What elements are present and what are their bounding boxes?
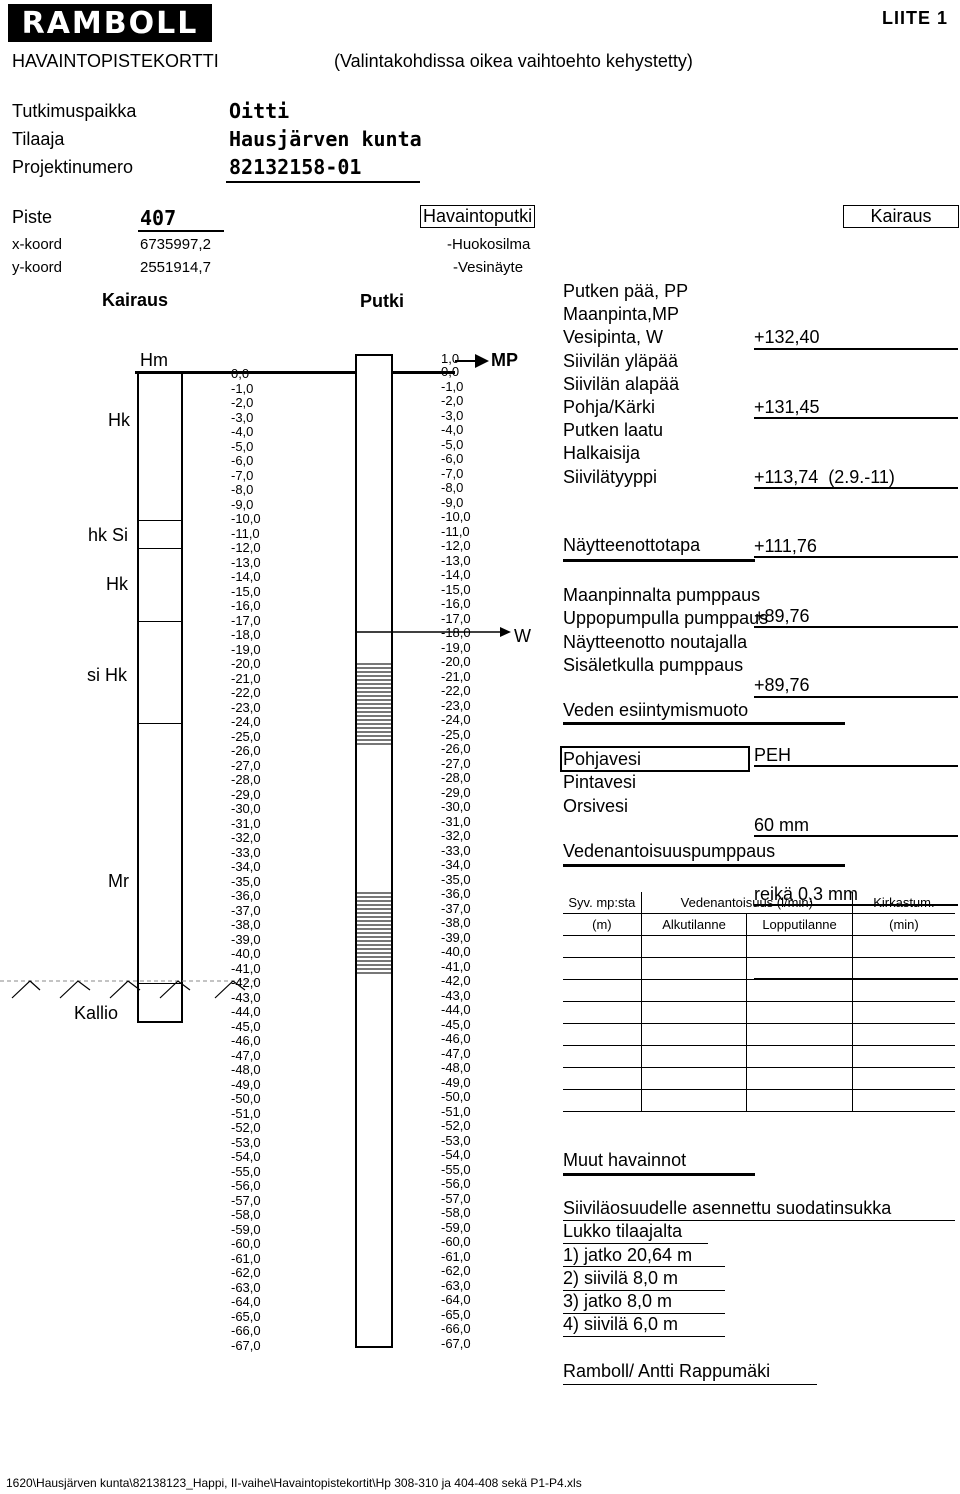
water-option: Pintavesi <box>563 772 637 793</box>
depth-tick-label: -34,0 <box>231 859 261 874</box>
depth-tick-label: -18,0 <box>441 625 471 640</box>
depth-tick-label: -63,0 <box>441 1277 471 1293</box>
depth-tick-label: -59,0 <box>441 1219 471 1235</box>
layer-boundary <box>137 621 183 622</box>
property-label: Putken laatu <box>563 420 664 441</box>
property-value: +89,76 <box>754 674 958 697</box>
depth-tick-label: -41,0 <box>231 960 261 976</box>
depth-tick-label: -52,0 <box>441 1118 471 1133</box>
layer-boundary <box>137 548 183 549</box>
note-line: 2) siivilä 8,0 m <box>563 1267 679 1288</box>
note-line: Lukko tilaajalta <box>563 1221 683 1242</box>
table-header-cell: Alkutilanne <box>641 914 747 936</box>
depth-tick-label: -45,0 <box>231 1018 261 1034</box>
depth-tick-label: -17,0 <box>441 610 471 626</box>
right-depth-scale <box>441 365 471 1351</box>
depth-tick-label: -19,0 <box>441 639 471 655</box>
table-cell <box>852 936 955 958</box>
ramboll-logo: RAMBOLL <box>8 4 212 42</box>
table-cell <box>747 936 853 958</box>
table-header-cell: (min) <box>852 914 955 936</box>
depth-tick-label: -31,0 <box>231 815 261 831</box>
depth-tick-label: -39,0 <box>441 929 471 945</box>
depth-tick-label: -66,0 <box>231 1323 261 1338</box>
depth-tick-label: -23,0 <box>441 697 471 713</box>
depth-tick-label: -1,0 <box>231 380 254 396</box>
depth-tick-label: -66,0 <box>441 1321 471 1336</box>
client-label: Tilaaja <box>12 129 65 149</box>
depth-tick-label: -1,0 <box>441 378 464 394</box>
table-cell <box>852 1068 955 1090</box>
depth-tick-label: -51,0 <box>441 1103 471 1119</box>
table-cell <box>747 1002 853 1024</box>
table-row <box>563 1002 955 1024</box>
site-label: Tutkimuspaikka <box>12 101 137 121</box>
point-label: Piste <box>12 207 53 227</box>
depth-tick-label: -25,0 <box>441 726 471 742</box>
table-cell <box>747 1090 853 1112</box>
client-value: Hausjärven kunta <box>229 127 422 151</box>
depth-tick-label: -3,0 <box>231 409 254 425</box>
depth-tick-label: -51,0 <box>231 1105 261 1121</box>
depth-tick-label: -4,0 <box>231 424 254 439</box>
yield-test-title: Vedenantoisuuspumppaus <box>563 841 776 861</box>
property-label: Pohja/Kärki <box>563 397 656 418</box>
project-number-label: Projektinumero <box>12 157 134 177</box>
project-number-value: 82132158-01 <box>229 155 362 179</box>
depth-tick-label: -23,0 <box>231 699 261 715</box>
option-water-sample: -Vesinäyte <box>453 259 524 276</box>
depth-tick-label: -20,0 <box>441 654 471 669</box>
notes-title: Muut havainnot <box>563 1150 687 1170</box>
depth-tick-label: -37,0 <box>441 900 471 916</box>
water-option: Orsivesi <box>563 795 629 816</box>
point-id-underline <box>138 230 224 232</box>
x-coord-value: 6735997,2 <box>140 236 211 253</box>
table-cell <box>641 1002 747 1024</box>
table-row <box>563 1046 955 1068</box>
depth-tick-label: -56,0 <box>231 1178 261 1193</box>
depth-tick-label: -4,0 <box>441 422 464 437</box>
depth-tick-label: -18,0 <box>231 627 261 642</box>
y-coord-value: 2551914,7 <box>140 259 211 276</box>
depth-tick-label: -28,0 <box>231 772 261 787</box>
depth-tick-label: -8,0 <box>231 482 254 497</box>
table-cell <box>641 1024 747 1046</box>
depth-tick-label: -64,0 <box>441 1292 471 1307</box>
depth-tick-label: -21,0 <box>441 668 471 684</box>
depth-tick-label: -15,0 <box>441 581 471 597</box>
note-rule <box>563 1313 725 1314</box>
table-cell <box>747 980 853 1002</box>
table-cell <box>641 1046 747 1068</box>
depth-tick-label: -16,0 <box>231 598 261 613</box>
property-value: 60 mm <box>754 814 958 837</box>
depth-tick-label: -46,0 <box>441 1031 471 1046</box>
table-cell <box>563 1046 641 1068</box>
depth-tick-label: -50,0 <box>231 1091 261 1106</box>
table-cell <box>747 958 853 980</box>
depth-tick-label: -30,0 <box>441 799 471 814</box>
depth-tick-label: -34,0 <box>441 857 471 872</box>
w-label: W <box>514 626 531 646</box>
soil-label: Hm <box>140 350 168 370</box>
note-rule <box>563 1336 725 1337</box>
property-label: Putken pää, PP <box>563 281 689 301</box>
table-cell <box>563 936 641 958</box>
x-coord-label: x-koord <box>12 236 63 253</box>
table-cell <box>641 1090 747 1112</box>
table-cell <box>563 1090 641 1112</box>
depth-tick-label: -31,0 <box>441 813 471 829</box>
depth-tick-label: -60,0 <box>441 1234 471 1249</box>
depth-tick-label: -35,0 <box>441 871 471 887</box>
table-cell <box>852 1046 955 1068</box>
depth-tick-label: -25,0 <box>231 728 261 744</box>
depth-tick-label: -29,0 <box>441 784 471 800</box>
depth-tick-label: -40,0 <box>231 946 261 961</box>
depth-tick-label: -37,0 <box>231 902 261 918</box>
table-cell <box>563 958 641 980</box>
type-sounding: Kairaus <box>843 205 959 228</box>
layer-boundary <box>137 723 183 724</box>
property-value: PEH <box>754 744 958 767</box>
water-occurrence-options <box>563 748 641 818</box>
table-cell <box>747 1068 853 1090</box>
depth-tick-label: -15,0 <box>231 583 261 599</box>
depth-tick-label: -55,0 <box>441 1161 471 1177</box>
depth-tick-label: -13,0 <box>231 554 261 570</box>
instruction-text: (Valintakohdissa oikea vaihtoehto kehystetty) <box>334 51 693 71</box>
table-cell <box>563 980 641 1002</box>
note-line: 4) siivilä 6,0 m <box>563 1314 679 1335</box>
property-value: +132,40 <box>754 326 958 349</box>
depth-tick-label: -27,0 <box>231 757 261 773</box>
left-depth-scale <box>231 367 261 1353</box>
property-value: reikä 0,3 mm <box>754 883 958 906</box>
depth-tick-label: -6,0 <box>441 451 464 466</box>
depth-tick-label: -55,0 <box>231 1163 261 1179</box>
depth-tick-label: -61,0 <box>441 1248 471 1264</box>
property-label: Maanpinta,MP <box>563 304 680 325</box>
depth-tick-label: -38,0 <box>441 915 471 930</box>
depth-tick-label: -32,0 <box>441 828 471 843</box>
depth-tick-label: -16,0 <box>441 596 471 611</box>
table-header-cell: (m) <box>563 914 641 936</box>
table-cell <box>747 1046 853 1068</box>
depth-tick-label: -41,0 <box>441 958 471 974</box>
soil-label: Mr <box>108 871 129 891</box>
table-row <box>563 1090 955 1112</box>
depth-tick-label: -2,0 <box>441 393 464 408</box>
note-rule <box>563 1243 708 1244</box>
y-coord-label: y-koord <box>12 259 63 276</box>
depth-tick-label: -44,0 <box>231 1004 261 1019</box>
depth-tick-label: -22,0 <box>441 683 471 698</box>
water-level-arrow-icon <box>355 624 515 640</box>
depth-tick-label: -14,0 <box>231 569 261 584</box>
table-row <box>563 936 955 958</box>
depth-tick-label: -12,0 <box>231 540 261 555</box>
depth-tick-label: -46,0 <box>231 1033 261 1048</box>
table-header-row <box>563 914 955 936</box>
table-header-cell: Lopputilanne <box>747 914 853 936</box>
table-cell <box>641 958 747 980</box>
depth-tick-label: -57,0 <box>231 1192 261 1208</box>
property-label: Siivilän yläpää <box>563 350 679 371</box>
sampling-title: Näytteenottotapa <box>563 535 701 555</box>
depth-tick-label: -7,0 <box>231 467 254 483</box>
depth-tick-label: -57,0 <box>441 1190 471 1206</box>
depth-tick-label: -53,0 <box>231 1134 261 1150</box>
table-cell <box>852 1090 955 1112</box>
depth-tick-label: -11,0 <box>231 525 260 541</box>
depth-tick-label: -24,0 <box>231 714 261 729</box>
soil-label: hk Si <box>88 525 129 545</box>
soil-label: Kallio <box>74 1003 119 1023</box>
properties-labels <box>563 280 688 489</box>
property-value: +131,45 <box>754 396 958 419</box>
depth-tick-label: -3,0 <box>441 407 464 423</box>
depth-tick-label: -13,0 <box>441 552 471 568</box>
depth-tick-label: -10,0 <box>441 509 471 524</box>
annex-label: LIITE 1 <box>881 8 948 28</box>
depth-tick-label: -48,0 <box>231 1062 261 1077</box>
depth-tick-label: -44,0 <box>441 1002 471 1017</box>
depth-tick-label: -43,0 <box>441 987 471 1003</box>
depth-tick-label: -19,0 <box>231 641 261 657</box>
sampling-option: Uppopumpulla pumppaus <box>563 608 769 629</box>
point-id: 407 <box>140 206 177 230</box>
depth-tick-label: -38,0 <box>231 917 261 932</box>
table-cell <box>563 1024 641 1046</box>
depth-tick-label: -6,0 <box>231 453 254 468</box>
property-value: +111,76 <box>754 535 958 558</box>
yield-test-underline <box>563 864 845 867</box>
depth-tick-label: -67,0 <box>231 1337 261 1353</box>
site-value: Oitti <box>229 99 290 123</box>
water-option: Pohjavesi <box>563 749 642 769</box>
depth-tick-label: -49,0 <box>231 1076 261 1092</box>
note-line: 3) jatko 8,0 m <box>563 1291 673 1312</box>
depth-tick-label: -2,0 <box>231 395 254 410</box>
depth-tick-label: -33,0 <box>231 844 261 860</box>
screen-section-upper <box>357 890 391 976</box>
table-header-cell: Vedenantoisuus (l/min) <box>641 892 852 914</box>
bedrock-symbol <box>0 970 260 1004</box>
depth-tick-label: 0,0 <box>441 364 460 379</box>
table-cell <box>852 980 955 1002</box>
depth-tick-label: -20,0 <box>231 656 261 671</box>
depth-tick-label: -47,0 <box>231 1047 261 1063</box>
property-label: Siivilätyyppi <box>563 466 658 487</box>
table-cell <box>852 1024 955 1046</box>
type-observation-pipe: Havaintoputki <box>420 205 535 228</box>
table-header-cell: Syv. mp:sta <box>563 892 641 914</box>
sampling-title-underline <box>563 559 755 562</box>
project-underline <box>226 181 420 183</box>
layer-boundary <box>137 520 183 521</box>
depth-tick-label: -63,0 <box>231 1279 261 1295</box>
depth-tick-label: -5,0 <box>231 438 254 454</box>
depth-tick-label: -7,0 <box>441 465 464 481</box>
note-rule <box>563 1266 725 1267</box>
pipe-column <box>355 354 393 1348</box>
depth-tick-label: -67,0 <box>441 1335 471 1351</box>
depth-tick-label: -65,0 <box>441 1306 471 1322</box>
depth-tick-label: -9,0 <box>441 494 464 510</box>
soil-label: Hk <box>108 410 130 430</box>
screen-section-lower <box>357 661 391 747</box>
sampling-option: Sisäletkulla pumppaus <box>563 654 744 675</box>
table-cell <box>852 958 955 980</box>
water-occurrence-underline <box>563 722 845 725</box>
notes-title-underline <box>563 1173 755 1176</box>
depth-tick-label: -64,0 <box>231 1294 261 1309</box>
option-pore-air: -Huokosilma <box>447 236 531 253</box>
depth-tick-label: -12,0 <box>441 538 471 553</box>
depth-tick-label: -47,0 <box>441 1045 471 1061</box>
depth-tick-label: -60,0 <box>231 1236 261 1251</box>
note-rule <box>563 1220 955 1221</box>
depth-tick-label: -50,0 <box>441 1089 471 1104</box>
table-cell <box>563 1002 641 1024</box>
depth-tick-label: -11,0 <box>441 523 470 539</box>
depth-tick-label: -35,0 <box>231 873 261 889</box>
depth-tick-label: -53,0 <box>441 1132 471 1148</box>
sounding-column <box>137 372 183 1023</box>
property-label: Siivilän alapää <box>563 373 680 394</box>
table-cell <box>747 1024 853 1046</box>
depth-tick-label: -26,0 <box>231 743 261 758</box>
depth-tick-label: -36,0 <box>441 886 471 901</box>
table-row <box>563 958 955 980</box>
note-rule <box>563 1290 725 1291</box>
depth-tick-label: -36,0 <box>231 888 261 903</box>
table-cell <box>563 1068 641 1090</box>
depth-tick-label: -28,0 <box>441 770 471 785</box>
depth-tick-label: -10,0 <box>231 511 261 526</box>
depth-tick-label: -61,0 <box>231 1250 261 1266</box>
depth-tick-label: -58,0 <box>231 1207 261 1222</box>
table-cell <box>641 980 747 1002</box>
author: Ramboll/ Antti Rappumäki <box>563 1361 771 1381</box>
depth-tick-label: 0,0 <box>231 366 250 381</box>
author-underline <box>563 1384 817 1385</box>
depth-tick-label: -39,0 <box>231 931 261 947</box>
water-occurrence-title: Veden esiintymismuoto <box>563 700 749 720</box>
yield-test-table <box>563 892 955 1112</box>
depth-tick-label: -30,0 <box>231 801 261 816</box>
table-cell <box>852 1002 955 1024</box>
soil-label: Hk <box>106 574 128 594</box>
depth-tick-label: -22,0 <box>231 685 261 700</box>
property-value: +113,74 (2.9.-11) <box>754 466 958 489</box>
depth-tick-label: -59,0 <box>231 1221 261 1237</box>
depth-tick-label: -24,0 <box>441 712 471 727</box>
depth-tick-label: -5,0 <box>441 436 464 452</box>
depth-tick-label: -27,0 <box>441 755 471 771</box>
depth-tick-label: -42,0 <box>441 973 471 988</box>
depth-tick-label: -8,0 <box>441 480 464 495</box>
card-title: HAVAINTOPISTEKORTTI <box>12 51 219 71</box>
table-row <box>563 980 955 1002</box>
depth-tick-label: -9,0 <box>231 496 254 512</box>
depth-tick-label: -29,0 <box>231 786 261 802</box>
table-cell <box>641 936 747 958</box>
depth-tick-label: -49,0 <box>441 1074 471 1090</box>
note-line: Siiviläosuudelle asennettu suodatinsukka <box>563 1198 892 1218</box>
soil-label: si Hk <box>87 665 127 685</box>
depth-tick-label: -32,0 <box>231 830 261 845</box>
table-cell <box>641 1068 747 1090</box>
mp-arrow-icon <box>455 350 495 374</box>
sampling-option: Maanpinnalta pumppaus <box>563 585 761 605</box>
sampling-option: Näytteenotto noutajalla <box>563 631 748 652</box>
putki-title: Putki <box>360 291 405 311</box>
property-label: Halkaisija <box>563 443 641 464</box>
ground-surface-line <box>135 371 455 374</box>
top-value: 1,0 <box>441 351 460 366</box>
depth-tick-label: -26,0 <box>441 741 471 756</box>
kairaus-title: Kairaus <box>102 290 169 310</box>
table-row <box>563 1024 955 1046</box>
depth-tick-label: -56,0 <box>441 1176 471 1191</box>
depth-tick-label: -14,0 <box>441 567 471 582</box>
depth-tick-label: -21,0 <box>231 670 261 686</box>
depth-tick-label: -62,0 <box>231 1265 261 1280</box>
note-line: 1) jatko 20,64 m <box>563 1244 693 1265</box>
depth-tick-label: -40,0 <box>441 944 471 959</box>
property-value: +89,76 <box>754 605 958 628</box>
depth-tick-label: -33,0 <box>441 842 471 858</box>
depth-tick-label: -48,0 <box>441 1060 471 1075</box>
file-path-footer: 1620\Hausjärven kunta\82138123_Happi, II-vaihe\Havaintopistekortit\Hp 308-310 ja 404-408 sekä P1-P4.xls <box>6 1476 582 1490</box>
depth-tick-label: -62,0 <box>441 1263 471 1278</box>
table-header-cell: Kirkastum. <box>852 892 955 914</box>
depth-tick-label: -45,0 <box>441 1016 471 1032</box>
depth-tick-label: -54,0 <box>441 1147 471 1162</box>
table-header-row <box>563 892 955 914</box>
sampling-options <box>563 584 768 677</box>
depth-tick-label: -42,0 <box>231 975 261 990</box>
depth-tick-label: -65,0 <box>231 1308 261 1324</box>
depth-tick-label: -43,0 <box>231 989 261 1005</box>
depth-tick-label: -54,0 <box>231 1149 261 1164</box>
mp-label: MP <box>491 350 518 370</box>
depth-tick-label: -17,0 <box>231 612 261 628</box>
depth-tick-label: -58,0 <box>441 1205 471 1220</box>
table-row <box>563 1068 955 1090</box>
depth-tick-label: -52,0 <box>231 1120 261 1135</box>
property-label: Vesipinta, W <box>563 327 664 348</box>
